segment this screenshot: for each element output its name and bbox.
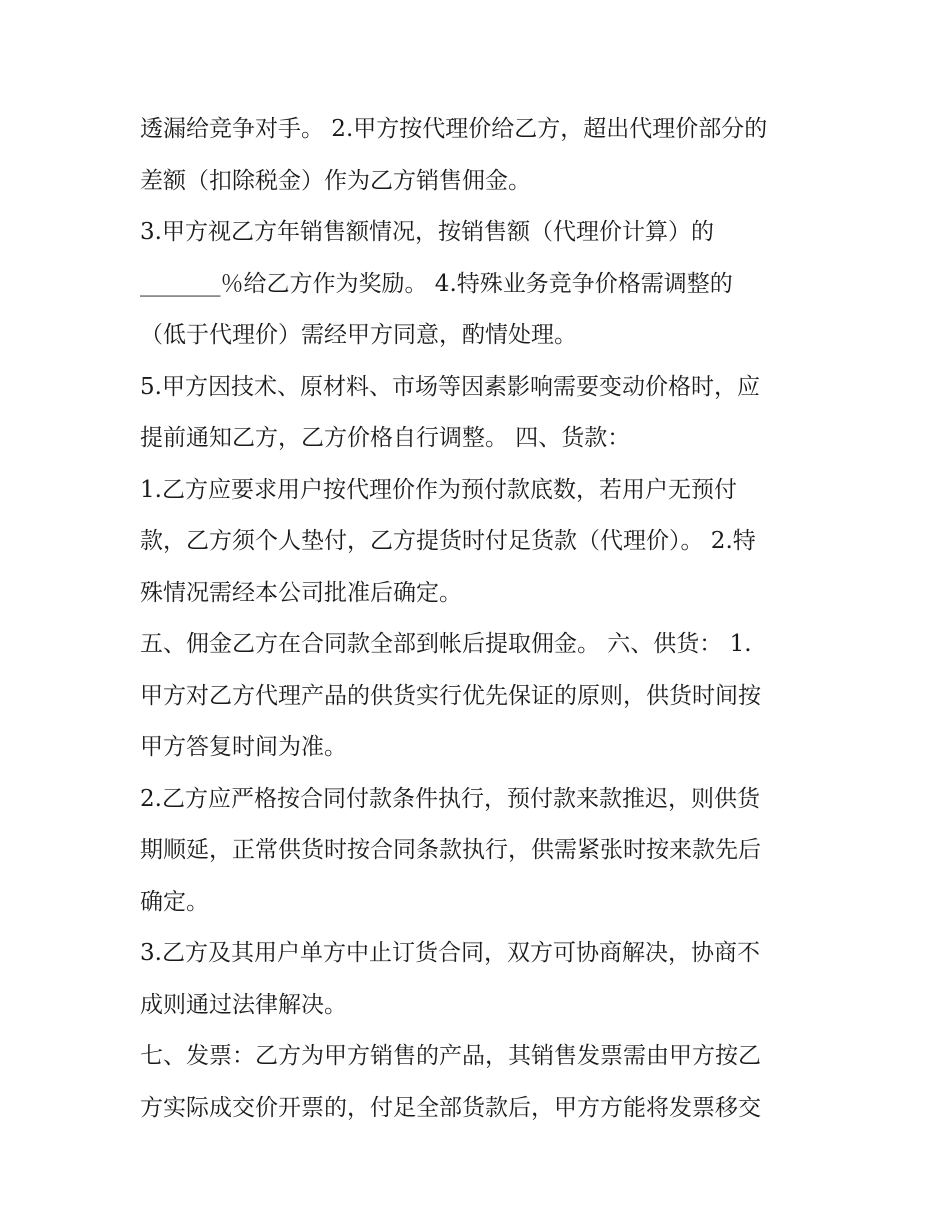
text-line: 1.乙方应要求用户按代理价作为预付款底数，若用户无预付 <box>140 476 737 503</box>
text-line: 2.乙方应严格按合同付款条件执行，预付款来款推迟，则供货 <box>140 785 760 812</box>
text-line: 殊情况需经本公司批准后确定。 <box>140 579 462 606</box>
text-line: 五、佣金乙方在合同款全部到帐后提取佣金。 六、供货： 1. <box>140 631 752 657</box>
text-line: 3.甲方视乙方年销售额情况，按销售额（代理价计算）的 <box>140 219 714 245</box>
text-line: 甲方对乙方代理产品的供货实行优先保证的原则，供货时间按 <box>140 682 761 709</box>
text-line: 甲方答复时间为准。 <box>140 734 347 760</box>
text-line: 方实际成交价开票的，付足全部货款后，甲方方能将发票移交 <box>140 1094 761 1121</box>
text-line: 确定。 <box>140 888 209 915</box>
text-line: 款，乙方须个人垫付，乙方提货时付足货款（代理价）。 2.特 <box>140 528 756 554</box>
text-line: 期顺延，正常供货时按合同条款执行，供需紧张时按来款先后 <box>140 837 761 863</box>
text-line: 成则通过法律解决。 <box>140 991 347 1018</box>
document-body <box>140 104 830 1134</box>
text-line: 3.乙方及其用户单方中止订货合同，双方可协商解决，协商不 <box>140 940 760 966</box>
text-line: 七、发票：乙方为甲方销售的产品，其销售发票需由甲方按乙 <box>140 1043 761 1069</box>
text-line: 5.甲方因技术、原材料、市场等因素影响需要变动价格时，应 <box>140 373 760 400</box>
text-line: （低于代理价）需经甲方同意，酌情处理。 <box>140 322 577 348</box>
text-line: 差额（扣除税金）作为乙方销售佣金。 <box>140 167 531 194</box>
text-line: 提前通知乙方，乙方价格自行调整。 四、货款： <box>140 425 631 451</box>
text-line: _______％给乙方作为奖励。 4.特殊业务竞争价格需调整的 <box>140 270 733 297</box>
text-line: 透漏给竞争对手。 2.甲方按代理价给乙方，超出代理价部分的 <box>140 116 768 142</box>
